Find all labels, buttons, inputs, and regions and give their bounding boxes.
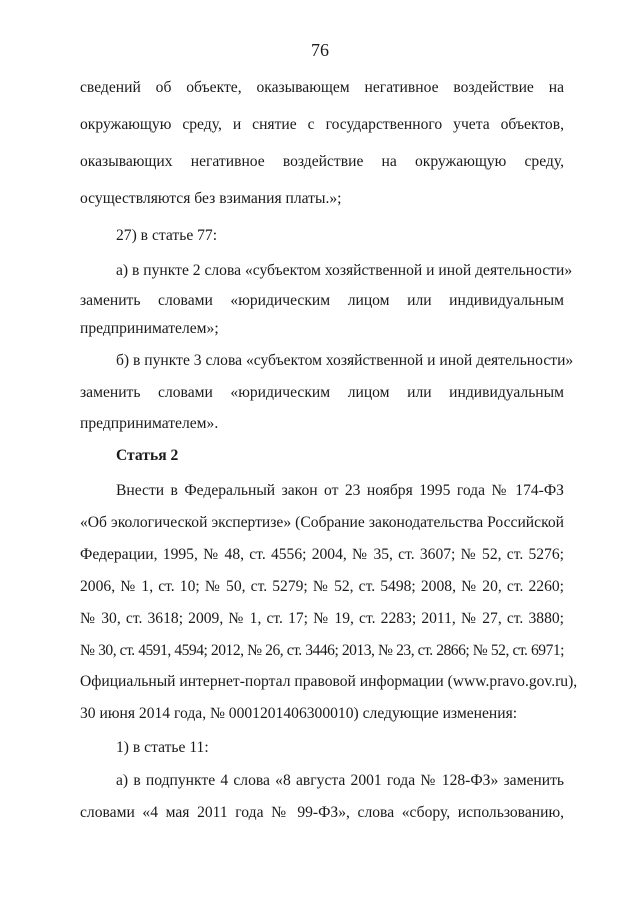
text-line: а) в пункте 2 слова «субъектом хозяйственной и иной деятельности»	[116, 262, 573, 279]
page-number: 76	[311, 40, 329, 60]
text-line: Официальный интернет-портал правовой информации (www.pravo.gov.ru),	[80, 673, 578, 690]
list-item-heading: 27) в статье 77:	[116, 227, 218, 244]
text-line: заменить словами «юридическим лицом или индивидуальным	[80, 384, 564, 401]
text-line: предпринимателем».	[80, 415, 219, 432]
text-line: предпринимателем»;	[80, 320, 219, 337]
text-line: осуществляются без взимания платы.»;	[80, 190, 342, 207]
text-line: сведений об объекте, оказывающем негативное воздействие на	[80, 79, 564, 96]
text-line: словами «4 мая 2011 года № 99-ФЗ», слова «сбору, использованию,	[80, 804, 564, 821]
list-item-heading: 1) в статье 11:	[116, 739, 209, 756]
article-heading: Статья 2	[116, 447, 179, 464]
text-line: 30 июня 2014 года, № 0001201406300010) следующие изменения:	[80, 705, 518, 722]
text-line: б) в пункте 3 слова «субъектом хозяйственной и иной деятельности»	[116, 352, 574, 369]
text-line: а) в подпункте 4 слова «8 августа 2001 года № 128-ФЗ» заменить	[116, 772, 564, 789]
text-line: № 30, ст. 4591, 4594; 2012, № 26, ст. 3446; 2013, № 23, ст. 2866; № 52, ст. 6971;	[80, 642, 564, 659]
text-line: заменить словами «юридическим лицом или индивидуальным	[80, 292, 564, 309]
text-line: Внести в Федеральный закон от 23 ноября 1995 года № 174-ФЗ	[116, 482, 564, 499]
text-line: 2006, № 1, ст. 10; № 50, ст. 5279; № 52, ст. 5498; 2008, № 20, ст. 2260;	[80, 578, 564, 595]
text-line: № 30, ст. 3618; 2009, № 1, ст. 17; № 19, ст. 2283; 2011, № 27, ст. 3880;	[80, 610, 564, 627]
text-line: оказывающих негативное воздействие на окружающую среду,	[80, 153, 564, 170]
text-line: Федерации, 1995, № 48, ст. 4556; 2004, № 35, ст. 3607; № 52, ст. 5276;	[80, 546, 564, 563]
text-line: окружающую среду, и снятие с государственного учета объектов,	[80, 116, 564, 133]
text-line: «Об экологической экспертизе» (Собрание законодательства Российской	[80, 514, 564, 531]
